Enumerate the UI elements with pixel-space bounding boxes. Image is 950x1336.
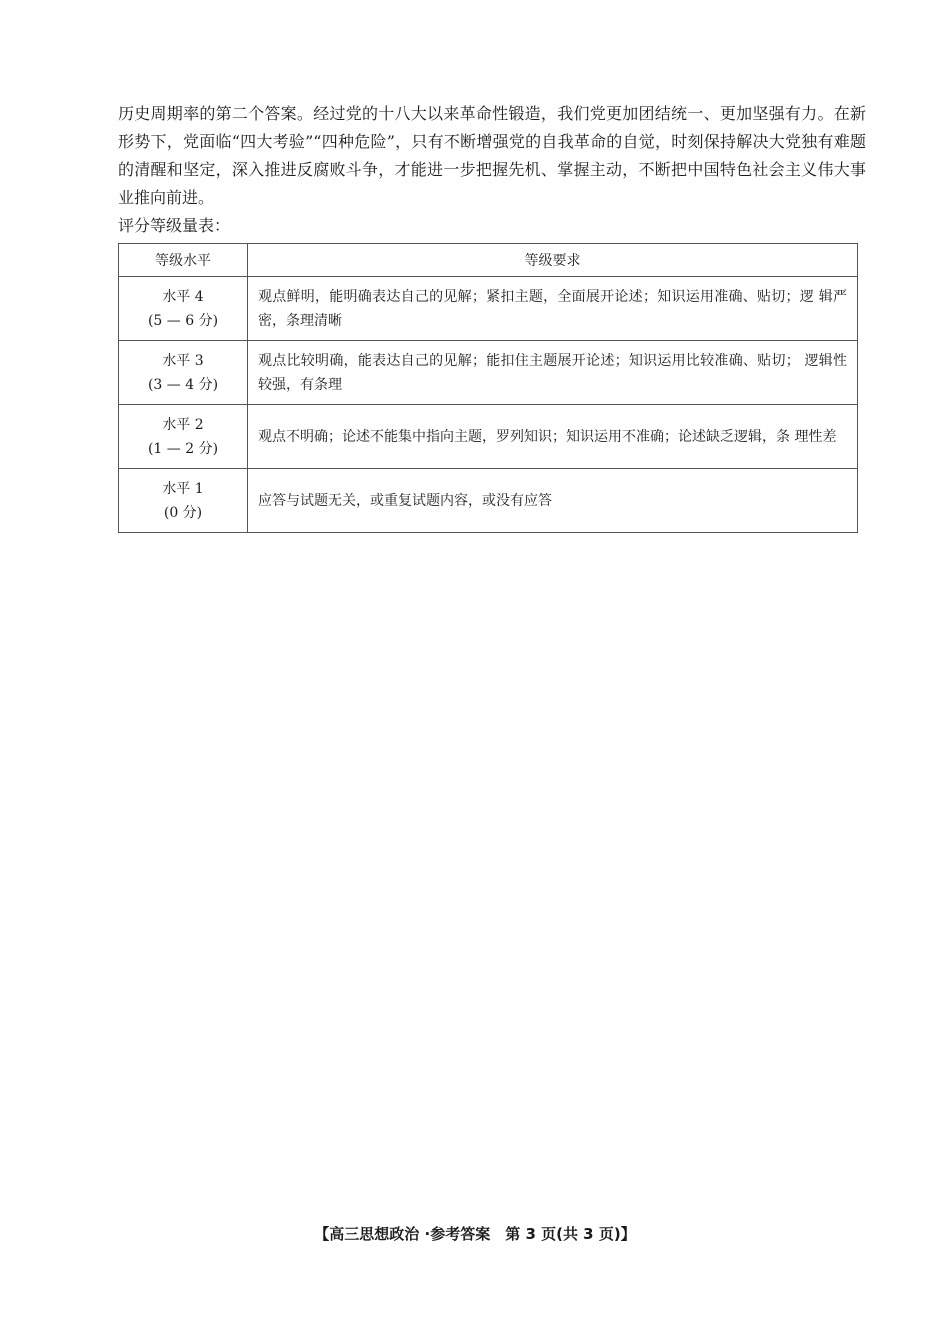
level-score: (3 — 4 分): [147, 376, 219, 393]
level-cell: [119, 341, 248, 405]
requirement-cell: 观点鲜明，能明确表达自己的见解；紧扣主题，全面展开论述；知识运用准确、贴切；逻 辑严密，条理清晰: [248, 277, 858, 341]
answer-paragraph: 历史周期率的第二个答案。经过党的十八大以来革命性锻造，我们党更加团结统一、更加坚强有力。在新形势下，党面临“四大考验”“四种危险”，只有不断增强党的自我革命的自觉，时刻保持解决大党独有难题的清醒和坚定，深入推进反腐败斗争，才能进一步把握先机、掌握主动，不断把中国特色社会主义伟大事业推向前进。: [118, 104, 866, 207]
level-score: (5 — 6 分): [147, 312, 219, 329]
requirement-cell: 应答与试题无关，或重复试题内容，或没有应答: [248, 469, 858, 533]
table-row: [119, 469, 858, 533]
level-score: (1 — 2 分): [147, 440, 219, 457]
table-header-row: [119, 244, 858, 277]
grading-rubric-table: [118, 243, 858, 533]
requirement-cell: 观点比较明确，能表达自己的见解；能扣住主题展开论述；知识运用比较准确、贴切； 逻辑性较强，有条理: [248, 341, 858, 405]
level-cell: [119, 405, 248, 469]
page-footer: 【高三思想政治 ·参考答案 第 3 页(共 3 页)】: [314, 1225, 636, 1243]
level-label: 水平 1: [162, 480, 204, 497]
header-requirement: 等级要求: [248, 244, 858, 277]
table-row: [119, 405, 858, 469]
level-score: (0 分): [163, 504, 203, 521]
table-caption: 评分等级量表：: [118, 216, 231, 235]
header-level: 等级水平: [119, 244, 248, 277]
level-label: 水平 4: [162, 288, 204, 305]
requirement-cell: 观点不明确；论述不能集中指向主题，罗列知识；知识运用不准确；论述缺乏逻辑，条 理性差: [248, 405, 858, 469]
level-cell: [119, 277, 248, 341]
table-row: [119, 277, 858, 341]
level-cell: [119, 469, 248, 533]
level-label: 水平 3: [162, 352, 204, 369]
table-row: [119, 341, 858, 405]
level-label: 水平 2: [162, 416, 204, 433]
